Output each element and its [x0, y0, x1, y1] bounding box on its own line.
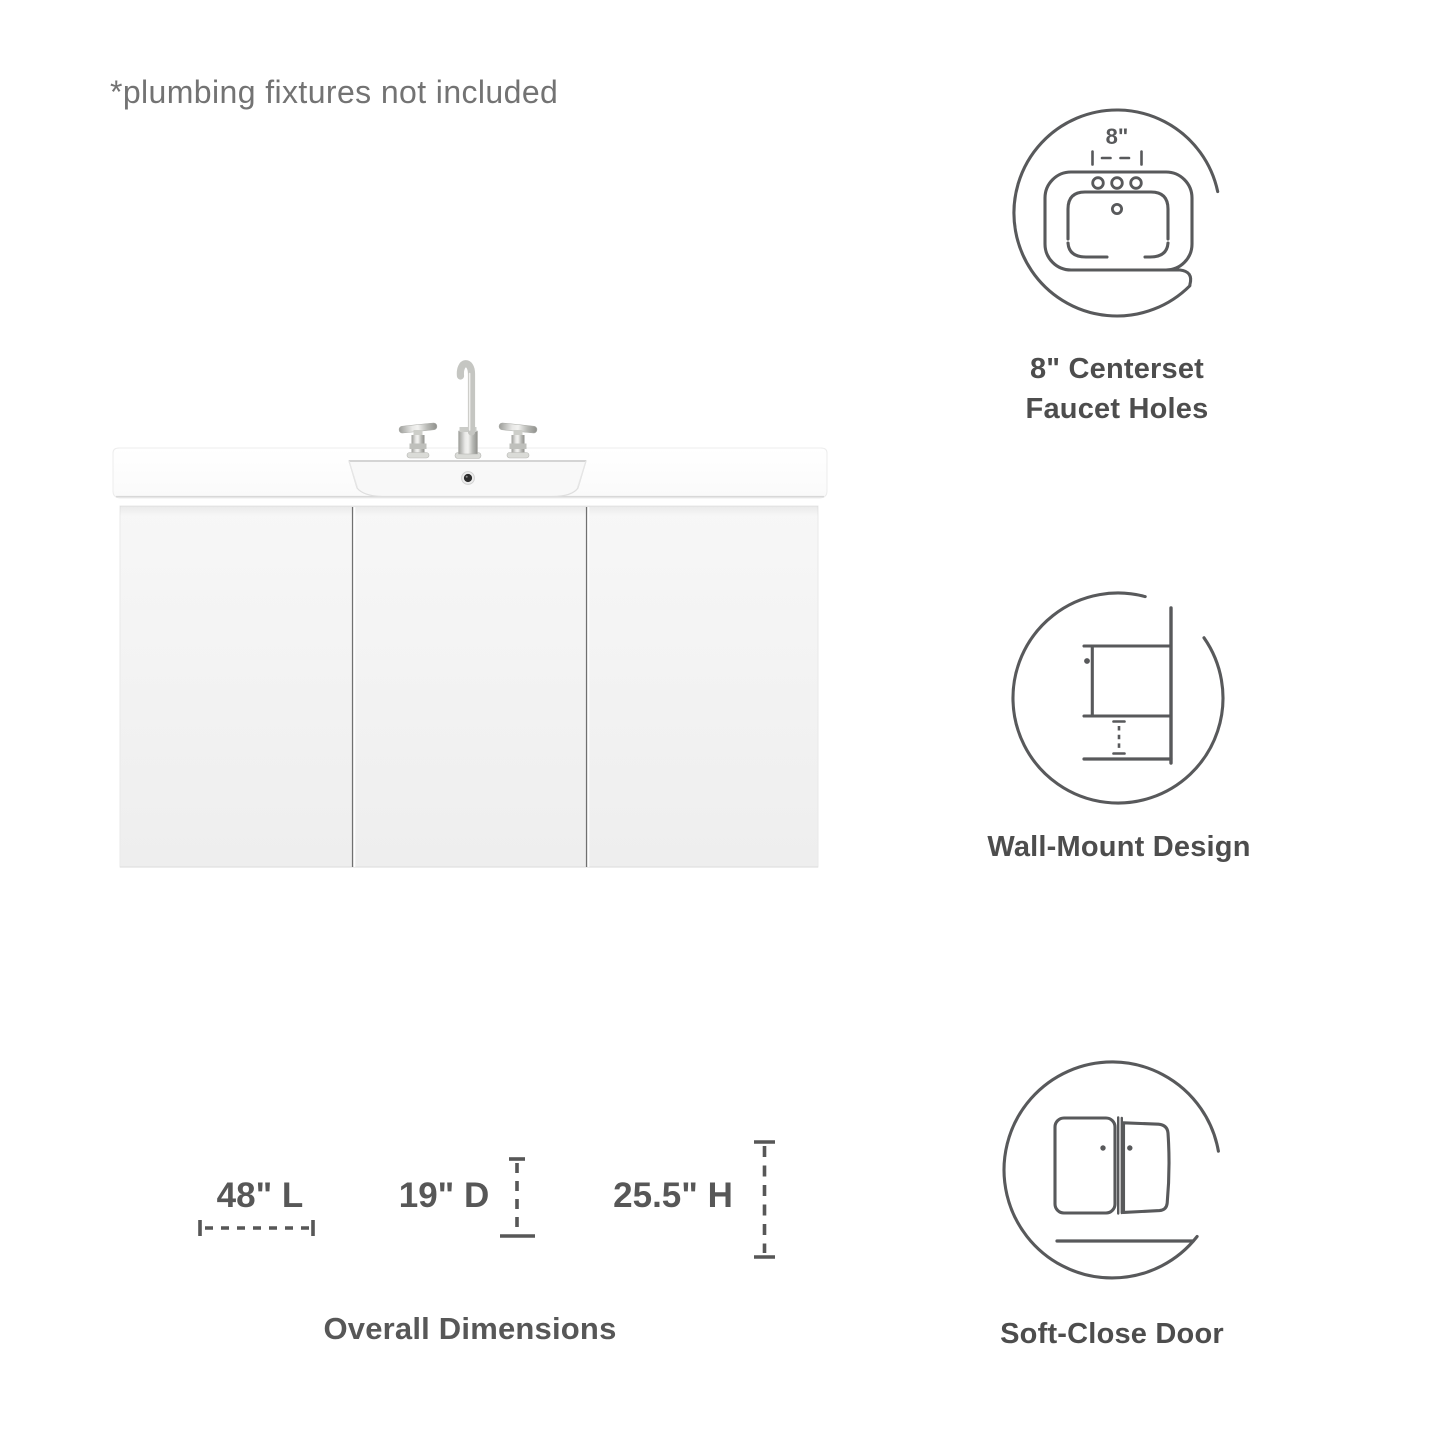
height-marker [754, 1142, 775, 1257]
dimension-length: 48" L [216, 1176, 304, 1215]
wall-mount-icon [1005, 585, 1235, 815]
vanity-cabinet [120, 506, 818, 867]
faucet [399, 364, 538, 459]
sink-basin [349, 461, 586, 497]
soft-close-door-icon [995, 1052, 1235, 1292]
basin-drain [1112, 204, 1121, 213]
icon-tail [1158, 270, 1191, 285]
measure-line [1093, 152, 1142, 165]
dimensions-caption: Overall Dimensions [323, 1311, 617, 1346]
faucet-hole [1093, 178, 1104, 189]
measure-value: 8" [1105, 124, 1129, 149]
feature-label-soft-close: Soft-Close Door [1000, 1318, 1224, 1350]
dimension-markers [180, 1130, 800, 1270]
faucet-holes-icon [1000, 96, 1235, 331]
depth-marker [500, 1159, 535, 1236]
drain [462, 472, 475, 485]
faucet-spout [455, 364, 481, 459]
icon-circle [1013, 593, 1223, 803]
dimension-depth: 19" D [398, 1176, 490, 1215]
basin-outline [1068, 192, 1168, 239]
knob-dot [1084, 658, 1090, 664]
length-marker [200, 1220, 313, 1236]
faucet-hole [1131, 178, 1142, 189]
open-door [1124, 1123, 1170, 1213]
plumbing-note: *plumbing fixtures not included [110, 74, 559, 110]
closed-door [1055, 1118, 1115, 1213]
feature-label-faucet-holes: 8" Centerset Faucet Holes [1025, 353, 1209, 425]
vanity-illustration [100, 340, 840, 880]
door-hinge-edge [1118, 1118, 1122, 1214]
faucet-hole [1112, 178, 1123, 189]
door-handle-dot [1127, 1145, 1132, 1150]
door-handle-dot [1100, 1145, 1105, 1150]
feature-label-wall-mount: Wall-Mount Design [987, 831, 1251, 863]
icon-circle [1004, 1062, 1218, 1278]
dimension-height: 25.5" H [613, 1176, 733, 1215]
